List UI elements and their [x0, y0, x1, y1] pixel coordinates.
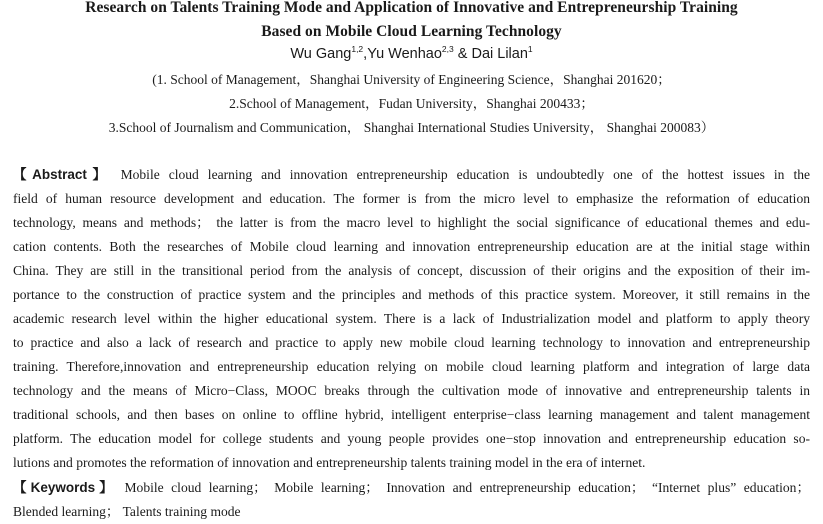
abstract-line: academic research level within the higher educational system. There is a lack of Industrialization model and platform to apply theory	[13, 311, 810, 326]
abstract-line: technology and the means of Micro−Class, MOOC breaks through the cultivation mode of innovative and entrepreneurship talents in	[13, 383, 810, 398]
abstract-line: to practice and also a lack of research and practice to apply new mobile cloud learning technology to innovation and entrepreneurship	[13, 335, 810, 350]
paper-title-line-1: Research on Talents Training Mode and Application of Innovative and Entrepreneurship Training	[85, 0, 738, 16]
author-affiliation-mark: 1	[527, 44, 533, 54]
affiliation-3: 3.School of Journalism and Communication， Shanghai International Studies University， Shanghai 200083）	[108, 120, 715, 135]
author-name: Wu Gang	[290, 46, 352, 62]
keywords-label: 【Keywords】	[13, 480, 117, 495]
abstract-text: Mobile cloud learning and innovation entrepreneurship education is undoubtedly one of the hottest issues in the	[111, 167, 811, 182]
author-name: Dai Lilan	[471, 46, 528, 62]
keywords-text: Mobile cloud learning； Mobile learning； Innovation and entrepreneurship education； “Internet plus” education；	[116, 480, 810, 495]
affiliation-2: 2.School of Management，Fudan University，Shanghai 200433；	[229, 96, 594, 111]
abstract-label: 【Abstract】	[13, 167, 112, 182]
author-list	[0, 44, 823, 64]
abstract-line: field of human resource development and education. The former is from the micro level to emphasize the reformation of education	[13, 191, 810, 206]
abstract-line: portance to the construction of practice system and the principles and methods of this practice system. Moreover, it still remains in the	[13, 287, 810, 302]
abstract-line	[13, 163, 810, 187]
abstract-line: training. Therefore,innovation and entrepreneurship education relying on mobile cloud learning platform and integration of large data	[13, 359, 810, 374]
keywords-line	[13, 476, 810, 500]
abstract-line: cation contents. Both the researches of Mobile cloud learning and innovation entrepreneurship education are at the initial stage within	[13, 239, 810, 254]
keywords-line: Blended learning； Talents training mode	[13, 504, 241, 519]
abstract-line: platform. The education model for college students and young people provides one−stop innovation and entrepreneurship education so-	[13, 431, 810, 446]
author-separator: &	[453, 46, 472, 62]
affiliation-1: (1. School of Management，Shanghai University of Engineering Science，Shanghai 201620；	[152, 72, 671, 87]
abstract-line: lutions and promotes the reformation of innovation and entrepreneurship talents training model in the era of internet.	[13, 455, 646, 470]
abstract-line: traditional schools, and then bases on online to offline hybrid, intelligent enterprise−class learning management and talent management	[13, 407, 810, 422]
author-name: Yu Wenhao	[367, 46, 442, 62]
abstract-line: China. They are still in the transitional period from the analysis of concept, discussion of their origins and the exposition of their im-	[13, 263, 810, 278]
paper-title-line-2: Based on Mobile Cloud Learning Technology	[261, 23, 562, 40]
author-affiliation-mark: 2,3	[441, 44, 454, 54]
abstract-line: technology, means and methods； the latter is from the macro level to highlight the social significance of educational themes and edu-	[13, 215, 810, 230]
author-separator: ,	[363, 46, 368, 62]
author-affiliation-mark: 1,2	[351, 44, 364, 54]
